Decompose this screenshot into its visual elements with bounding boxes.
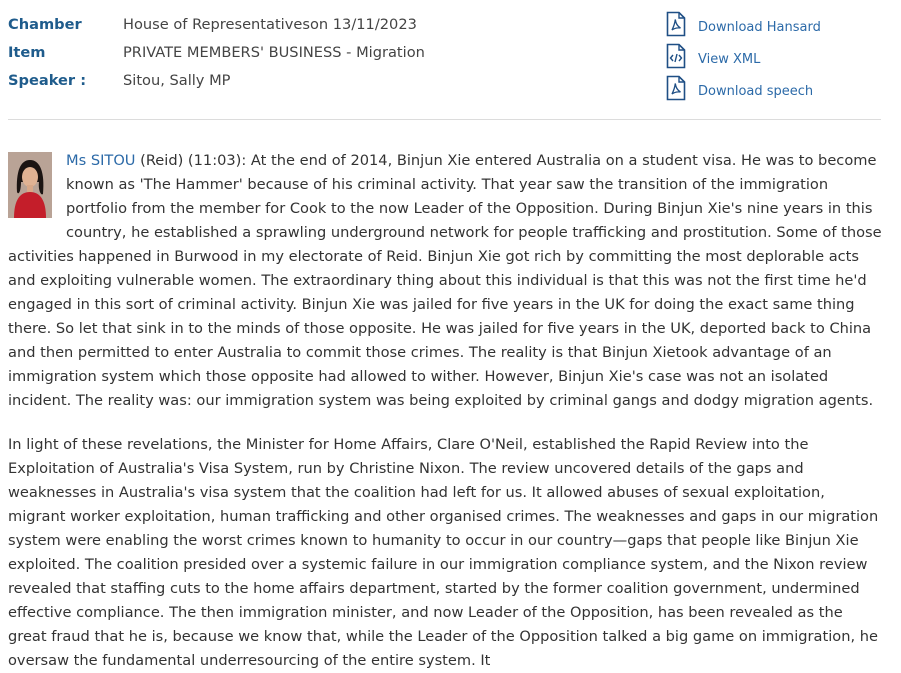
speech-paragraph (8, 149, 884, 413)
speech-body (8, 149, 884, 673)
view-xml-link[interactable] (666, 40, 821, 72)
chamber-label: Chamber (8, 15, 82, 33)
xml-file-icon (666, 43, 686, 69)
divider (8, 119, 881, 120)
speaker-name-link[interactable]: Ms SITOU (66, 152, 136, 169)
pdf-icon (666, 11, 686, 37)
speaker-value: Sitou, Sally MP (123, 71, 231, 89)
download-links (666, 8, 821, 104)
chamber-value: House of Representativeson 13/11/2023 (123, 15, 417, 33)
item-row (8, 38, 425, 66)
item-value: PRIVATE MEMBERS' BUSINESS - Migration (123, 43, 425, 61)
speaker-label: Speaker : (8, 71, 87, 89)
pdf-icon (666, 75, 686, 101)
speech-paragraph: In light of these revelations, the Minister for Home Affairs, Clare O'Neil, established the Rapid Review into the Exploitation of Australia's Visa System, run by Christine Nixon. The review uncovered details of the gaps and weaknesses in Australia's visa system that the coalition had left for us. It allowed abuses of sexual exploitation, migrant worker exploitation, human trafficking and other organised crimes. The weaknesses and gaps in our migration system were enabling the worst crimes known to humanity to occur in our country—gaps that people like Binjun Xie exploited. The coalition presided over a systemic failure in our immigration compliance system, and the Nixon review revealed that staffing cuts to the home affairs department, started by the former coalition government, undermined effective compliance. The then immigration minister, and now Leader of the Opposition, has been revealed as the great fraud that he is, because we know that, while the Leader of the Opposition talked a big game on immigration, he oversaw the fundamental underresourcing of the entire system. It (8, 436, 879, 669)
item-label: Item (8, 43, 46, 61)
chamber-row (8, 10, 425, 38)
speaker-row (8, 66, 425, 94)
download-speech-link[interactable] (666, 72, 821, 104)
view-xml-label[interactable]: View XML (698, 51, 761, 67)
speaker-photo (8, 152, 52, 218)
download-hansard-link[interactable] (666, 8, 821, 40)
speech-paragraph-text: (Reid) (11:03): At the end of 2014, Binjun Xie entered Australia on a student visa. He was to become known as 'The Hammer' because of his criminal activity. That year saw the transition of the immigration portfolio from the member for Cook to the now Leader of the Opposition. During Binjun Xie's nine years in this country, he established a sprawling underground network for people trafficking and prostitution. Some of those activities happened in Burwood in my electorate of Reid. Binjun Xie got rich by committing the most deplorable acts and exploiting vulnerable women. The extraordinary thing about this individual is that this was not the first time he'd engaged in this sort of criminal activity. Binjun Xie was jailed for five years in the UK for doing the exact same thing there. So let that sink in to the minds of those opposite. He was jailed for five years in the UK, deported back to China and then permitted to enter Australia to commit those crimes. The reality is that Binjun Xietook advantage of an immigration system which those opposite had allowed to wither. However, Binjun Xie's case was not an isolated incident. The reality was: our immigration system was being exploited by criminal gangs and dodgy migration agents. (8, 152, 882, 409)
download-hansard-label[interactable]: Download Hansard (698, 19, 821, 35)
download-speech-label[interactable]: Download speech (698, 83, 814, 99)
speech-metadata (8, 10, 425, 94)
